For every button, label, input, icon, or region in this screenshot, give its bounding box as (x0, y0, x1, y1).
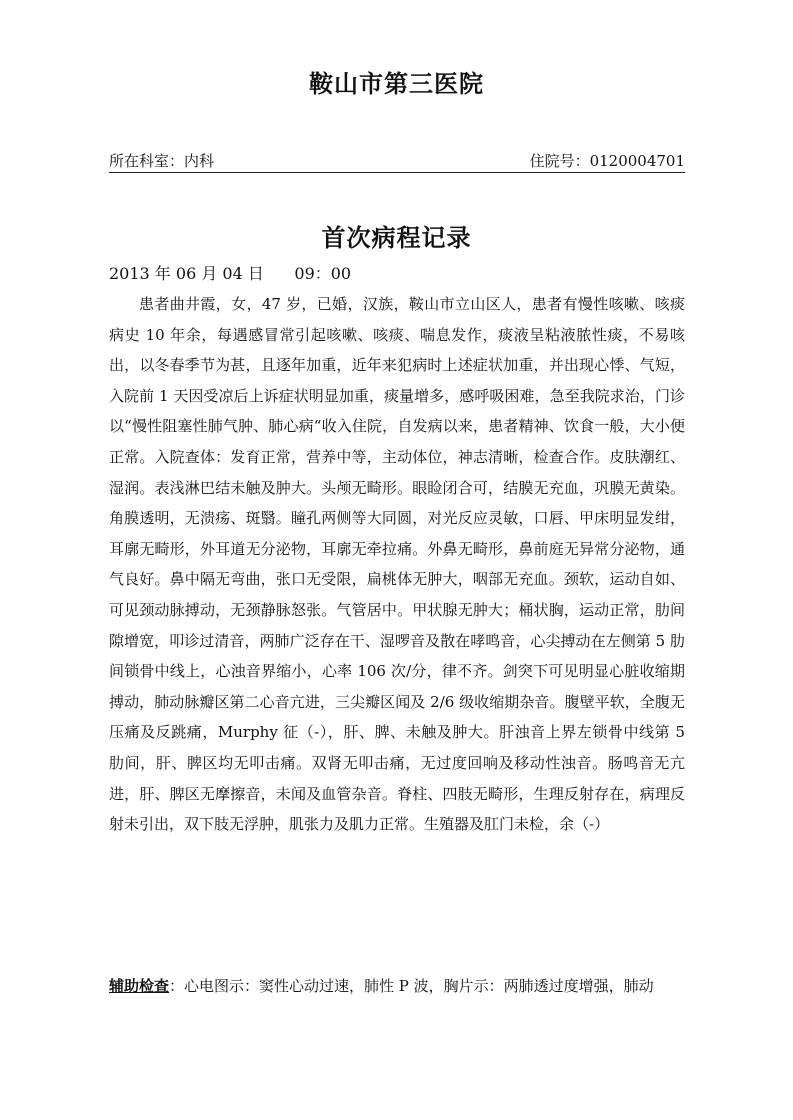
record-title: 首次病程记录 (321, 224, 472, 252)
admission-number: 住院号：0120004701 (529, 152, 685, 170)
record-header (109, 150, 685, 173)
department-label: 所在科室：内科 (109, 152, 215, 170)
auxiliary-exam (109, 971, 685, 1001)
record-datetime: 2013 年 06 月 04 日 09：00 (109, 264, 352, 283)
case-description: 患者曲井霞，女，47 岁，已婚，汉族，鞍山市立山区人，患者有慢性咳嗽、咳痰病史 10 年余，每遇感冒常引起咳嗽、咳痰、喘息发作，痰液呈粘液脓性痰，不易咳出，以冬春季节为甚，且逐年加重，近年来犯病时上述症状加重，并出现心悸、气短，入院前 1 天因受凉后上诉症状明显加重，痰量增多，感呼吸困难，急至我院求治，门诊以“慢性阻塞性肺气肿、肺心病“收入住院，自发病以来，患者精神、饮食一般，大小便正常。入院查体：发育正常，营养中等，主动体位，神志清晰，检查合作。皮肤潮红、湿润。表浅淋巴结未触及肿大。头颅无畸形。眼睑闭合可，结膜无充血，巩膜无黄染。角膜透明，无溃疡、斑翳。瞳孔两侧等大同圆，对光反应灵敏，口唇、甲床明显发绀，耳廓无畸形，外耳道无分泌物，耳廓无牵拉痛。外鼻无畸形，鼻前庭无异常分泌物，通气良好。鼻中隔无弯曲，张口无受限，扁桃体无肿大，咽部无充血。颈软，运动自如、可见颈动脉搏动，无颈静脉怒张。气管居中。甲状腺无肿大；桶状胸，运动正常，肋间隙增宽，叩诊过清音，两肺广泛存在干、湿啰音及散在哮鸣音，心尖搏动在左侧第 5 肋间锁骨中线上，心浊音界缩小，心率 106 次/分，律不齐。剑突下可见明显心脏收缩期搏动，肺动脉瓣区第二心音亢进，三尖瓣区闻及 2/6 级收缩期杂音。腹壁平软，全腹无压痛及反跳痛，Murphy 征（-），肝、脾、未触及肿大。肝浊音上界左锁骨中线第 5 肋间，肝、脾区均无叩击痛。双肾无叩击痛，无过度回响及移动性浊音。肠鸣音无亢进，肝、脾区无摩擦音，未闻及血管杂音。脊柱、四肢无畸形，生理反射存在，病理反射未引出，双下肢无浮肿，肌张力及肌力正常。生殖器及肛门未检，余（-） (109, 295, 685, 834)
auxiliary-exam-text: ：心电图示：窦性心动过速，肺性 P 波，胸片示：两肺透过度增强，肺动 (169, 977, 654, 995)
hospital-name: 鞍山市第三医院 (309, 70, 484, 98)
auxiliary-exam-label: 辅助检查 (109, 977, 170, 995)
